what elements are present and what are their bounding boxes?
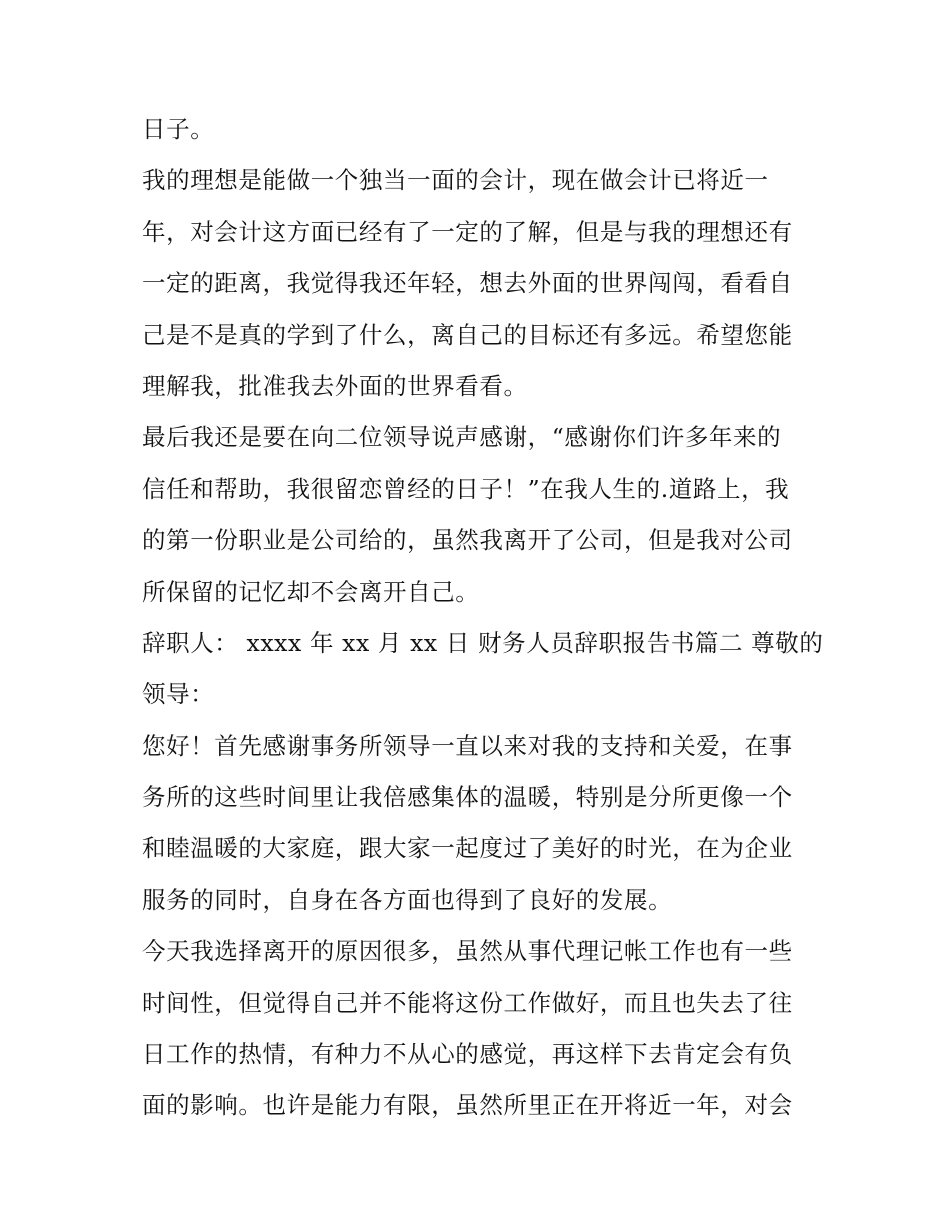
- text-line: 信任和帮助，我很留恋曾经的日子！”在我人生的.道路上，我: [142, 474, 790, 503]
- text-line: 今天我选择离开的原因很多，虽然从事代理记帐工作也有一些: [142, 937, 793, 966]
- text-line: 所保留的记忆却不会离开自己。: [142, 577, 480, 606]
- text-line: 务所的这些时间里让我倍感集体的温暖，特别是分所更像一个: [142, 783, 793, 812]
- text-line: 一定的距离，我觉得我还年轻，想去外面的世界闯闯，看看自: [142, 269, 793, 298]
- document-body: [142, 107, 824, 1135]
- text-line: 时间性，但觉得自己并不能将这份工作做好，而且也失去了往: [142, 988, 793, 1017]
- text-line: 的第一份职业是公司给的，虽然我离开了公司，但是我对公司: [142, 526, 793, 555]
- text-line: 日工作的热情，有种力不从心的感觉，再这样下去肯定会有负: [142, 1040, 793, 1069]
- text-line: 和睦温暖的大家庭，跟大家一起度过了美好的时光，在为企业: [142, 834, 793, 863]
- text-line: 我的理想是能做一个独当一面的会计，现在做会计已将近一: [142, 166, 769, 195]
- text-line: 辞职人： xxxx 年 xx 月 xx 日 财务人员辞职报告书篇二 尊敬的: [142, 628, 824, 657]
- text-line: 理解我，批准我去外面的世界看看。: [142, 371, 528, 400]
- text-line: 面的影响。也许是能力有限，虽然所里正在开将近一年，对会: [142, 1091, 793, 1120]
- text-line: 日子。: [142, 115, 215, 143]
- text-line: 己是不是真的学到了什么，离自己的目标还有多远。希望您能: [142, 320, 793, 349]
- text-line: 您好！首先感谢事务所领导一直以来对我的支持和关爱，在事: [142, 731, 793, 760]
- text-line: 年，对会计这方面已经有了一定的了解，但是与我的理想还有: [142, 217, 793, 246]
- text-line: 最后我还是要在向二位领导说声感谢，“感谢你们许多年来的: [142, 423, 782, 452]
- text-line: 服务的同时，自身在各方面也得到了良好的发展。: [142, 885, 673, 914]
- text-line: 领导：: [142, 680, 215, 709]
